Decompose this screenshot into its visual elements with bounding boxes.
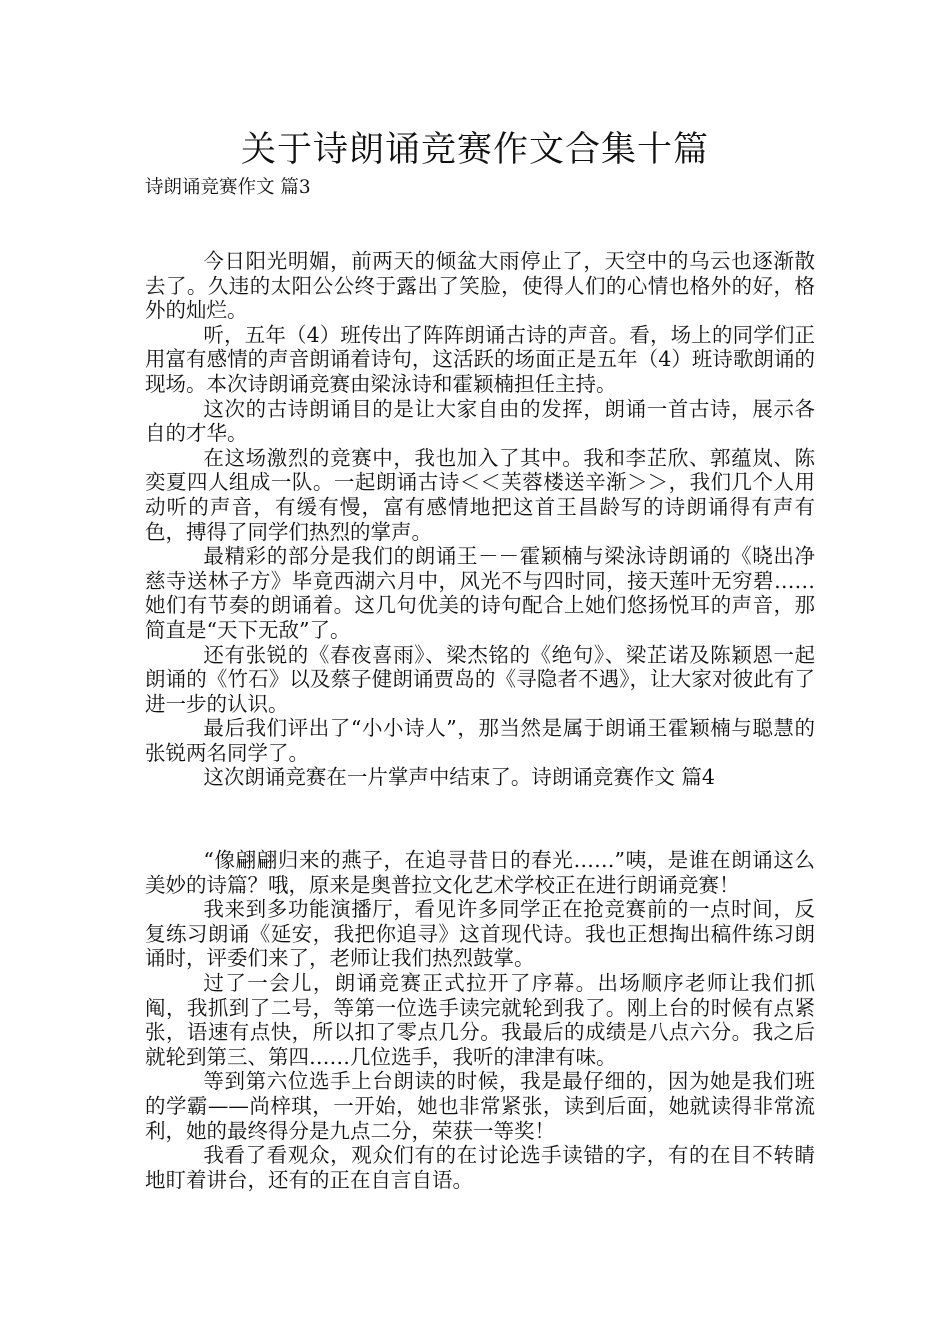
section-heading: 诗朗诵竞赛作文 篇3 [145,177,311,198]
paragraph: 最后我们评出了“小小诗人”，那当然是属于朗诵王霍颖楠与聪慧的张锐两名同学了。 [145,716,815,765]
section-2-body [145,848,815,1192]
paragraph: 今日阳光明媚，前两天的倾盆大雨停止了，天空中的乌云也逐渐散去了。久违的太阳公公终于露出了笑脸，使得人们的心情也格外的好，格外的灿烂。 [145,249,815,323]
paragraph: 过了一会儿，朗诵竞赛正式拉开了序幕。出场顺序老师让我们抓阄，我抓到了二号，等第一位选手读完就轮到我了。刚上台的时候有点紧张，语速有点快，所以扣了零点几分。我最后的成绩是八点六分。我之后就轮到第三、第四……几位选手，我听的津津有味。 [145,970,815,1069]
paragraph: 这次的古诗朗诵目的是让大家自由的发挥，朗诵一首古诗，展示各自的才华。 [145,396,815,446]
paragraph: 在这场激烈的竞赛中，我也加入了其中。我和李芷欣、郭蕴岚、陈奕夏四人组成一队。一起朗诵古诗＜＜芙蓉楼送辛渐＞＞，我们几个人用动听的声音，有缓有慢，富有感情地把这首王昌龄写的诗朗诵得有声有色，搏得了同学们热烈的掌声。 [145,445,815,544]
paragraph: 我来到多功能演播厅，看见许多同学正在抢竞赛前的一点时间，反复练习朗诵《延安，我把你追寻》这首现代诗。我也正想掏出稿件练习朗诵时，评委们来了，老师让我们热烈鼓掌。 [145,897,815,971]
paragraph: “像翩翩归来的燕子，在追寻昔日的春光……”咦，是谁在朗诵这么美妙的诗篇？哦，原来是奥普拉文化艺术学校正在进行朗诵竞赛！ [145,848,815,897]
paragraph: 等到第六位选手上台朗读的时候，我是最仔细的，因为她是我们班的学霸——尚梓琪，一开始，她也非常紧张，读到后面，她就读得非常流利，她的最终得分是九点二分，荣获一等奖！ [145,1069,815,1143]
document-title: 关于诗朗诵竞赛作文合集十篇 [240,130,709,170]
paragraph: 还有张锐的《春夜喜雨》、梁杰铭的《绝句》、梁芷诺及陈颖恩一起朗诵的《竹石》以及蔡子健朗诵贾岛的《寻隐者不遇》，让大家对彼此有了进一步的认识。 [145,642,815,716]
section-1-body [145,249,815,790]
paragraph: 最精彩的部分是我们的朗诵王－－霍颖楠与梁泳诗朗诵的《晓出净慈寺送林子方》毕竟西湖六月中，风光不与四时同，接天莲叶无穷碧……她们有节奏的朗诵着。这几句优美的诗句配合上她们悠扬悦耳的声音，那简直是“天下无敌”了。 [145,544,815,642]
paragraph: 我看了看观众，观众们有的在讨论选手读错的字，有的在目不转睛地盯着讲台，还有的正在自言自语。 [145,1143,815,1192]
paragraph: 这次朗诵竞赛在一片掌声中结束了。诗朗诵竞赛作文 篇4 [203,765,715,790]
paragraph: 听，五年（4）班传出了阵阵朗诵古诗的声音。看，场上的同学们正用富有感情的声音朗诵着诗句，这活跃的场面正是五年（4）班诗歌朗诵的现场。本次诗朗诵竞赛由梁泳诗和霍颖楠担任主持。 [145,322,815,396]
